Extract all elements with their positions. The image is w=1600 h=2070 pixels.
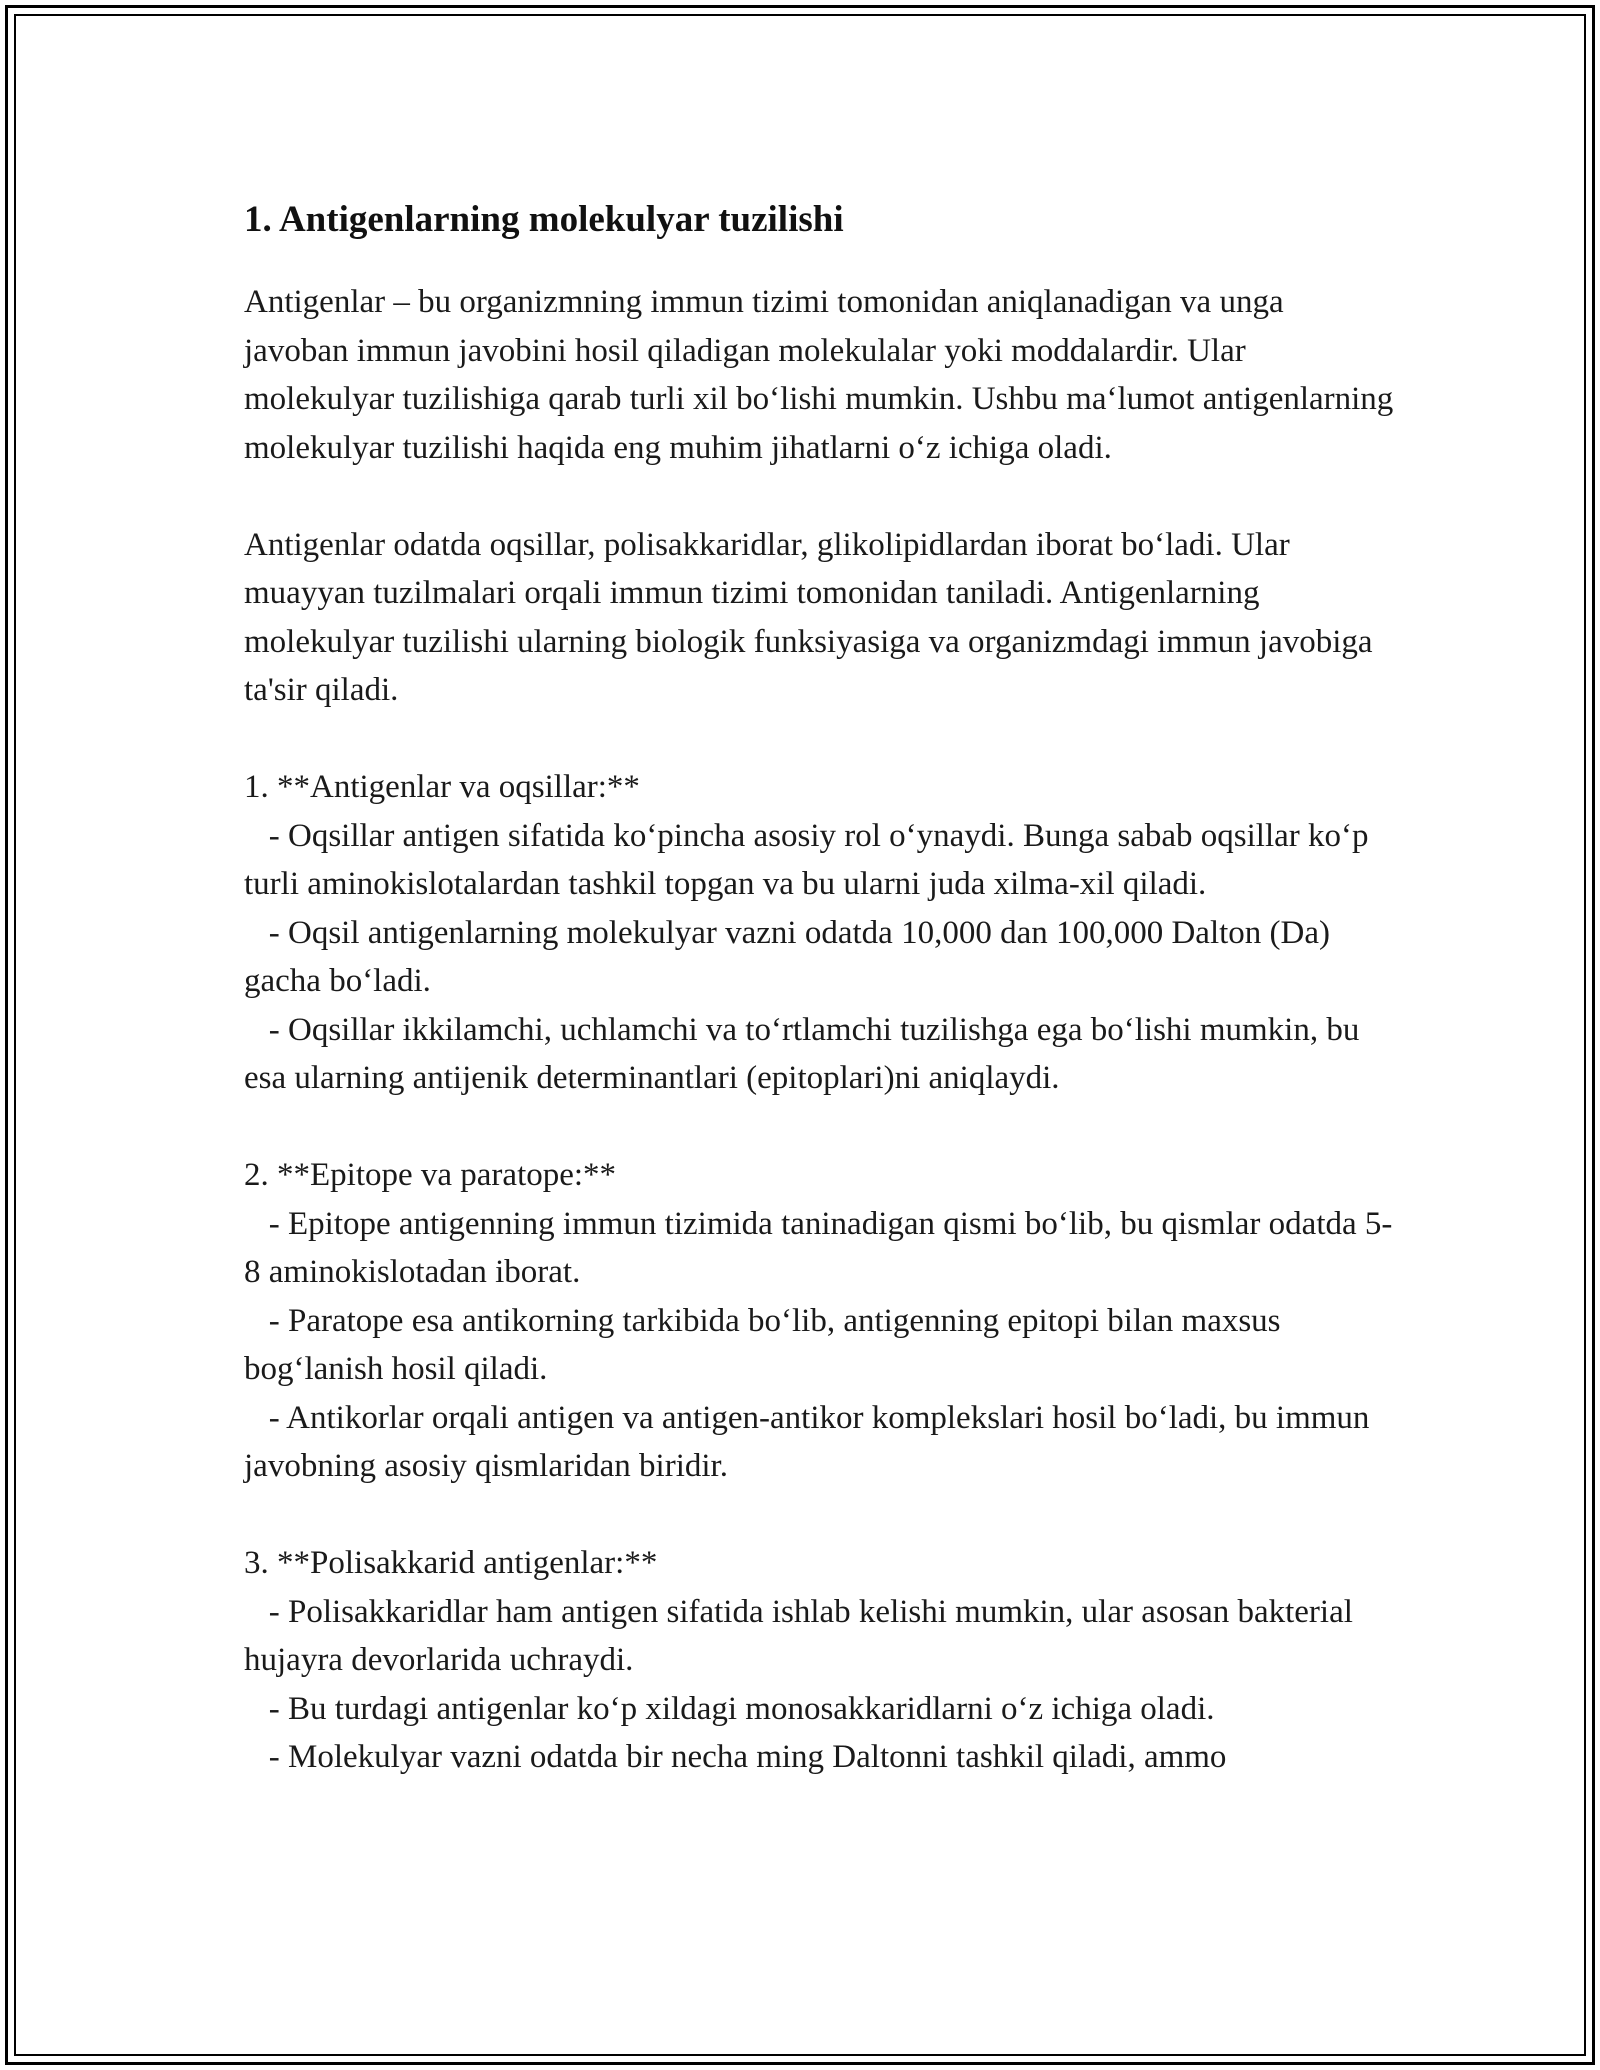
- paragraph-spacer: [244, 715, 1394, 764]
- list-item: - Bu turdagi antigenlar ko‘p xildagi monosakkaridlarni o‘z ichiga oladi.: [244, 1690, 1215, 1727]
- list-item: - Oqsillar ikkilamchi, uchlamchi va to‘rtlamchi tuzilishga ega bo‘lishi mumkin, bu esa ularning antijenik determinantlari (epitoplari)ni aniqlaydi.: [244, 1011, 1368, 1096]
- document-body: [244, 194, 1402, 1782]
- overview-paragraph: Antigenlar odatda oqsillar, polisakkaridlar, glikolipidlardan iborat bo‘ladi. Ular muayyan tuzilmalari orqali immun tizimi tomonidan taniladi. Antigenlarning molekulyar tuzilishi ularning biologik funksiyasiga va organizmdagi immun javobiga ta'sir qiladi.: [244, 526, 1381, 708]
- document-title: 1. Antigenlarning molekulyar tuzilishi: [244, 199, 844, 240]
- section-heading: 3. **Polisakkarid antigenlar:**: [244, 1545, 658, 1581]
- list-item: - Polisakkaridlar ham antigen sifatida ishlab kelishi mumkin, ular asosan bakterial hujayra devorlarida uchraydi.: [244, 1593, 1362, 1678]
- section-heading: 1. **Antigenlar va oqsillar:**: [244, 769, 640, 805]
- list-item: - Molekulyar vazni odatda bir necha ming Daltonni tashkil qiladi, ammo: [244, 1739, 1227, 1775]
- paragraph-spacer: [244, 472, 1394, 521]
- paragraph-spacer: [244, 1491, 1394, 1540]
- list-item: - Oqsillar antigen sifatida ko‘pincha asosiy rol o‘ynaydi. Bunga sabab oqsillar ko‘p turli aminokislotalardan tashkil topgan va bu ularni juda xilma-xil qiladi.: [244, 817, 1377, 902]
- list-item: - Paratope esa antikorning tarkibida bo‘lib, antigenning epitopi bilan maxsus bog‘lanish hosil qiladi.: [244, 1302, 1289, 1387]
- list-item: - Antikorlar orqali antigen va antigen-antikor komplekslari hosil bo‘ladi, bu immun javobning asosiy qismlaridan biridir.: [244, 1399, 1378, 1484]
- section-epitope-paratope: [244, 1151, 1394, 1491]
- paragraph-spacer: [244, 1103, 1394, 1152]
- list-item: - Oqsil antigenlarning molekulyar vazni odatda 10,000 dan 100,000 Dalton (Da) gacha bo‘ladi.: [244, 914, 1339, 999]
- list-item: - Epitope antigenning immun tizimida taninadigan qismi bo‘lib, bu qismlar odatda 5-8 aminokislotadan iborat.: [244, 1205, 1393, 1290]
- page-border: [5, 5, 1595, 2065]
- section-heading: 2. **Epitope va paratope:**: [244, 1157, 617, 1193]
- section-proteins: [244, 763, 1394, 1103]
- intro-paragraph: Antigenlar – bu organizmning immun tizimi tomonidan aniqlanadigan va unga javoban immun javobini hosil qiladigan molekulalar yoki moddalardir. Ular molekulyar tuzilishiga qarab turli xil bo‘lishi mumkin. Ushbu ma‘lumot antigenlarning molekulyar tuzilishi haqida eng muhim jihatlarni o‘z ichiga oladi.: [244, 284, 1402, 466]
- section-polysaccharides: [244, 1539, 1394, 1782]
